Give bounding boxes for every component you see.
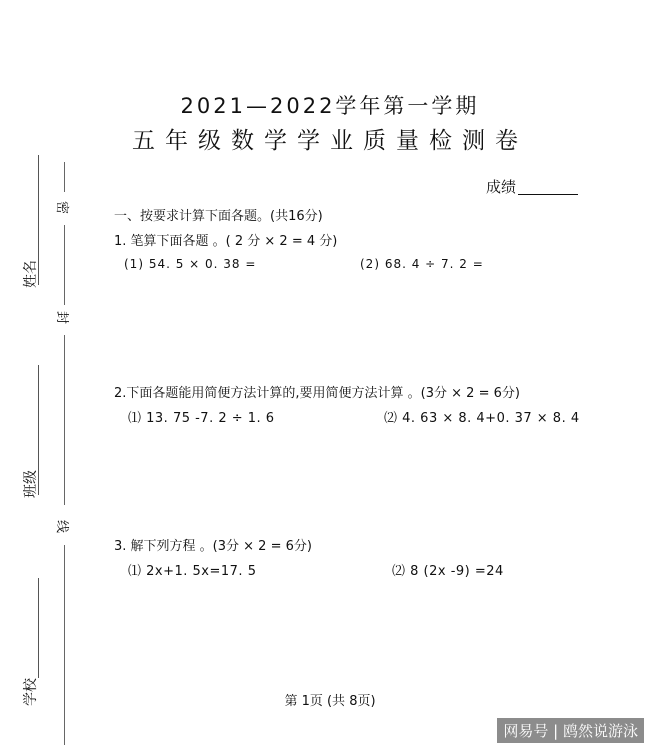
question-3a: ⑴ 2x+1. 5x=17. 5 xyxy=(128,564,257,579)
school-label: 学校 xyxy=(23,678,39,706)
seal-line-2 xyxy=(64,225,65,305)
seal-char-xian: 线 xyxy=(54,519,70,534)
question-2-title: 2.下面各题能用简便方法计算的,要用简便方法计算 。(3分 × 2 = 6分) xyxy=(114,386,520,401)
section-heading: 一、按要求计算下面各题。(共16分) xyxy=(114,209,323,224)
exam-year-title: 2021—2022学年第一学期 xyxy=(180,94,480,118)
seal-line-4 xyxy=(64,545,65,745)
binding-line-bottom xyxy=(38,578,39,678)
seal-line-3 xyxy=(64,335,65,505)
page-number: 第 1页 (共 8页) xyxy=(284,694,376,709)
question-2b: ⑵ 4. 63 × 8. 4+0. 37 × 8. 4 xyxy=(384,411,580,426)
score-label: 成绩 xyxy=(486,178,517,196)
watermark: 网易号 | 鸥然说游泳 xyxy=(497,718,644,743)
score-blank xyxy=(518,194,578,195)
question-1a: (1) 54. 5 × 0. 38 = xyxy=(124,257,257,271)
name-label: 姓名 xyxy=(23,260,39,288)
question-3-title: 3. 解下列方程 。(3分 × 2 = 6分) xyxy=(114,539,312,554)
seal-char-feng: 封 xyxy=(54,310,70,325)
question-2a: ⑴ 13. 75 -7. 2 ÷ 1. 6 xyxy=(128,411,275,426)
question-1b: (2) 68. 4 ÷ 7. 2 = xyxy=(360,257,484,271)
seal-line-1 xyxy=(64,162,65,192)
question-1-title: 1. 笔算下面各题 。( 2 分 × 2 = 4 分) xyxy=(114,234,338,249)
class-label: 班级 xyxy=(23,470,39,498)
question-3b: ⑵ 8 (2x -9) =24 xyxy=(392,564,504,579)
seal-char-mi: 密 xyxy=(54,200,70,215)
exam-title: 五年级数学学业质量检测卷 xyxy=(132,128,528,154)
